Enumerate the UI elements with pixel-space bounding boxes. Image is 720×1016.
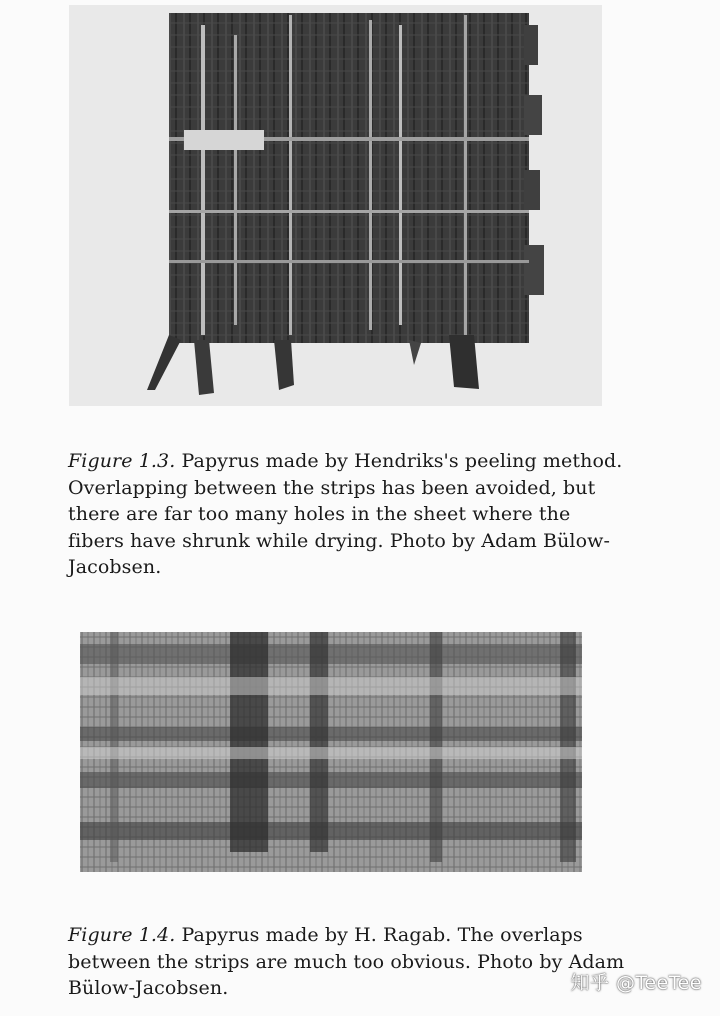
papyrus-sheet-hendriks xyxy=(69,5,602,406)
figure-1-4-caption xyxy=(68,922,648,1002)
zhihu-watermark: 知乎 @TeeTee xyxy=(570,972,702,994)
figure-1-3-label: Figure 1.3. xyxy=(68,450,176,472)
figure-1-3-caption xyxy=(68,448,628,581)
papyrus-sheet-ragab xyxy=(80,632,582,872)
figure-1-4-label: Figure 1.4. xyxy=(68,924,176,946)
figure-1-3-photo xyxy=(69,5,602,406)
figure-1-3-text: Papyrus made by Hendriks's peeling method. Overlapping between the strips has been avoided, but there are far too many holes in the sheet where the fibers have shrunk while drying. Photo by Adam Bülow-Jacobsen. xyxy=(68,450,623,578)
figure-1-4-text: Papyrus made by H. Ragab. The overlaps between the strips are much too obvious. Photo by Adam Bülow-Jacobsen. xyxy=(68,924,625,999)
figure-1-4-photo xyxy=(80,632,582,872)
